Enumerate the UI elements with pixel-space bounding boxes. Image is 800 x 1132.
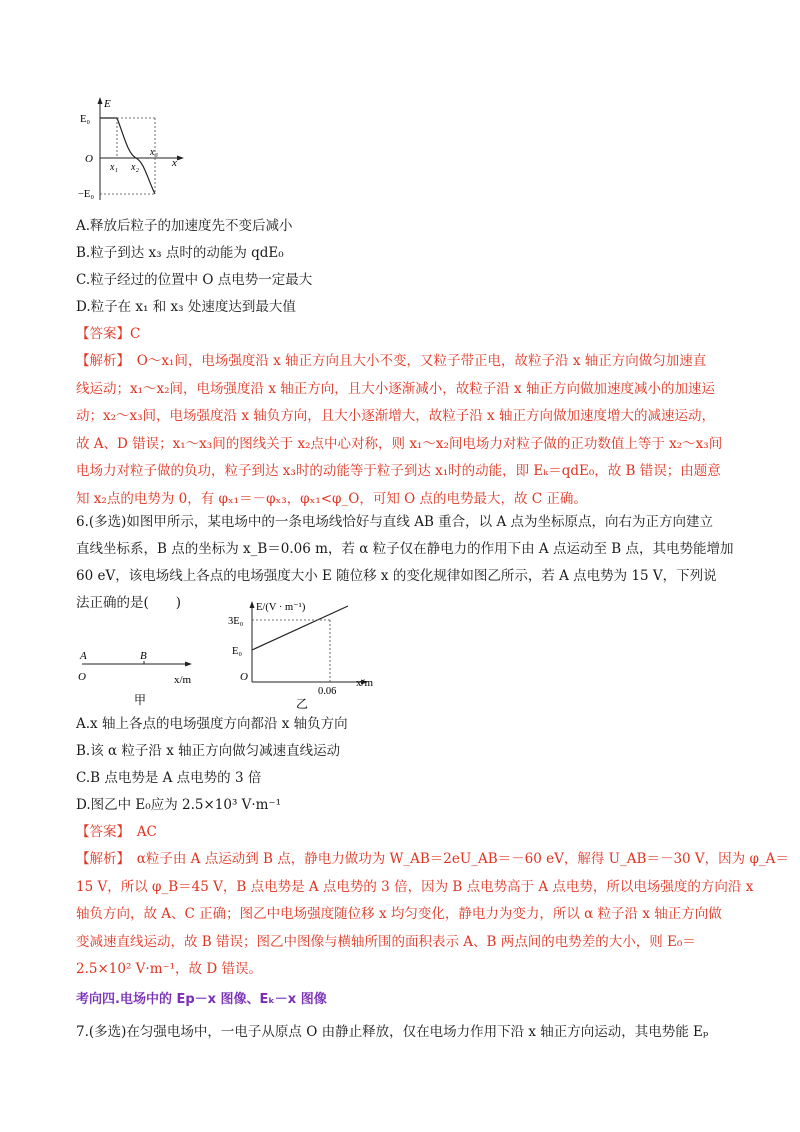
q6-analysis-line-4: 变减速直线运动，故 B 错误；图乙中图像与横轴所围的面积表示 A、B 两点间的电势差的大小，则 E₀＝ — [76, 933, 696, 950]
q6-answer-value: AC — [136, 824, 157, 840]
q6-stem-line-2: 直线坐标系，B 点的坐标为 x_B＝0.06 m，若 α 粒子仅在静电力的作用下由 A 点运动至 B 点，其电势能增加 — [76, 541, 734, 557]
q6-stem-line-4: 法正确的是( ) — [76, 595, 182, 611]
q5-answer-tag: 【答案】 — [76, 326, 130, 342]
q6-option-d: D.图乙中 E₀应为 2.5×10³ V·m⁻¹ — [76, 797, 282, 813]
yi-label-axis: x/m — [356, 677, 374, 689]
q7-stem: 7.(多选)在匀强电场中，一电子从原点 O 由静止释放，仅在电场力作用下沿 x 轴正方向运动，其电势能 Eₚ — [76, 1023, 709, 1040]
q5-analysis-line-2: 线运动；x₁～x₂间，电场强度沿 x 轴正方向，且大小逐渐减小，故粒子沿 x 轴正方向做加速度减小的加速运 — [76, 380, 715, 397]
figure-yi — [224, 598, 394, 710]
yi-label-3e0: 3E₀ — [228, 616, 244, 627]
jia-label-o: O — [78, 671, 86, 683]
label-E: E — [104, 98, 111, 110]
q6-analysis-line-3: 轴负方向，故 A、C 正确；图乙中电场强度随位移 x 均匀变化，静电力为变力，所以 α 粒子沿 x 轴正方向做 — [76, 906, 722, 922]
q6-analysis-line-2: 15 V，所以 φ_B＝45 V，B 点电势是 A 点电势的 3 倍，因为 B 点电势高于 A 点电势，所以电场强度的方向沿 x — [76, 878, 754, 895]
label-x2: x₂ — [131, 162, 139, 173]
q5-option-d: D.粒子在 x₁ 和 x₃ 处速度达到最大值 — [76, 299, 296, 315]
section-title: 考向四.电场中的 Ep－x 图像、Eₖ－x 图像 — [76, 991, 327, 1007]
q5-analysis-line-4: 故 A、D 错误；x₁～x₃间的图线关于 x₂点中心对称，则 x₁～x₂间电场力对粒子做的正功数值上等于 x₂～x₃间 — [76, 435, 723, 452]
q6-stem-line-1: 6.(多选)如图甲所示，某电场中的一条电场线恰好与直线 AB 重合，以 A 点为坐标原点，向右为正方向建立 — [76, 514, 713, 530]
yi-y-arrow — [250, 601, 255, 608]
q6-answer-tag: 【答案】 — [76, 824, 124, 840]
q5-option-b: B.粒子到达 x₃ 点时的动能为 qdE₀ — [76, 245, 284, 261]
figure-e-x-graph — [80, 96, 190, 206]
q5-options — [76, 213, 722, 513]
q5-answer-value: C — [130, 326, 141, 342]
jia-label-b: B — [140, 650, 147, 662]
q6-analysis — [76, 846, 789, 984]
q5-analysis-line-1: O～x₁间，电场强度沿 x 轴正方向且大小不变，又粒子带正电，故粒子沿 x 轴正方向做匀加速直 — [136, 353, 707, 369]
figure-yi-svg — [224, 598, 394, 710]
q6-option-b: B.该 α 粒子沿 x 轴正方向做匀减速直线运动 — [76, 743, 341, 759]
q6-analysis-tag: 【解析】 — [76, 851, 124, 867]
jia-caption: 甲 — [134, 693, 147, 707]
yi-label-o: O — [240, 671, 248, 683]
x-axis-arrow — [177, 156, 184, 161]
q6-option-a: A.x 轴上各点的电场强度方向都沿 x 轴负方向 — [76, 716, 348, 732]
jia-label-a: A — [80, 650, 87, 662]
q5-analysis-line-6: 知 x₂点的电势为 0，有 φₓ₁＝－φₓ₃，φₓ₁<φ_O，可知 O 点的电势最大，故 C 正确。 — [76, 490, 587, 507]
label-negE0: −E₀ — [78, 189, 94, 200]
q6-analysis-line-5: 2.5×10² V·m⁻¹，故 D 错误。 — [76, 961, 262, 977]
q5-analysis — [76, 348, 722, 513]
q6-option-c: C.B 点电势是 A 点电势的 3 倍 — [76, 770, 262, 786]
q5-analysis-line-5: 电场力对粒子做的负功，粒子到达 x₃时的动能等于粒子到达 x₁时的动能，即 Eₖ＝qdE₀，故 B 错误；由题意 — [76, 463, 721, 479]
q5-option-c: C.粒子经过的位置中 O 点电势一定最大 — [76, 272, 313, 288]
q6-body — [76, 711, 789, 1046]
label-O: O — [85, 153, 93, 165]
label-x1: x₁ — [110, 162, 118, 173]
label-x: x — [172, 157, 177, 169]
e-x-graph-svg — [80, 96, 190, 206]
yi-label-y: E/(V · m⁻¹) — [256, 602, 306, 613]
q5-option-a: A.释放后粒子的加速度先不变后减小 — [76, 218, 293, 234]
q5-analysis-line-3: 动；x₂～x₃间，电场强度沿 x 轴负方向，且大小逐渐增大，故粒子沿 x 轴正方向做加速度增大的减速运动， — [76, 408, 715, 424]
yi-caption: 乙 — [296, 697, 309, 711]
q6-answer — [76, 819, 789, 846]
y-axis-arrow — [98, 97, 103, 104]
jia-label-axis: x/m — [174, 674, 192, 686]
jia-axis-arrow — [185, 662, 192, 667]
label-x3: x₃ — [150, 147, 158, 158]
q6-stem — [76, 509, 733, 617]
q6-stem-line-3: 60 eV，该电场线上各点的电场强度大小 E 随位移 x 的变化规律如图乙所示，若 A 点电势为 15 V，下列说 — [76, 568, 717, 584]
figure-jia-svg — [76, 640, 206, 710]
q5-answer — [76, 321, 722, 348]
yi-label-tick: 0.06 — [318, 686, 337, 697]
yi-label-e0: E₀ — [232, 646, 243, 657]
label-E0: E₀ — [80, 114, 91, 125]
figure-jia — [76, 640, 206, 710]
q5-analysis-tag: 【解析】 — [76, 353, 124, 369]
q6-analysis-line-1: α粒子由 A 点运动到 B 点，静电力做功为 W_AB＝2eU_AB＝－60 eV，解得 U_AB＝－30 V，因为 φ_A＝ — [136, 851, 789, 867]
